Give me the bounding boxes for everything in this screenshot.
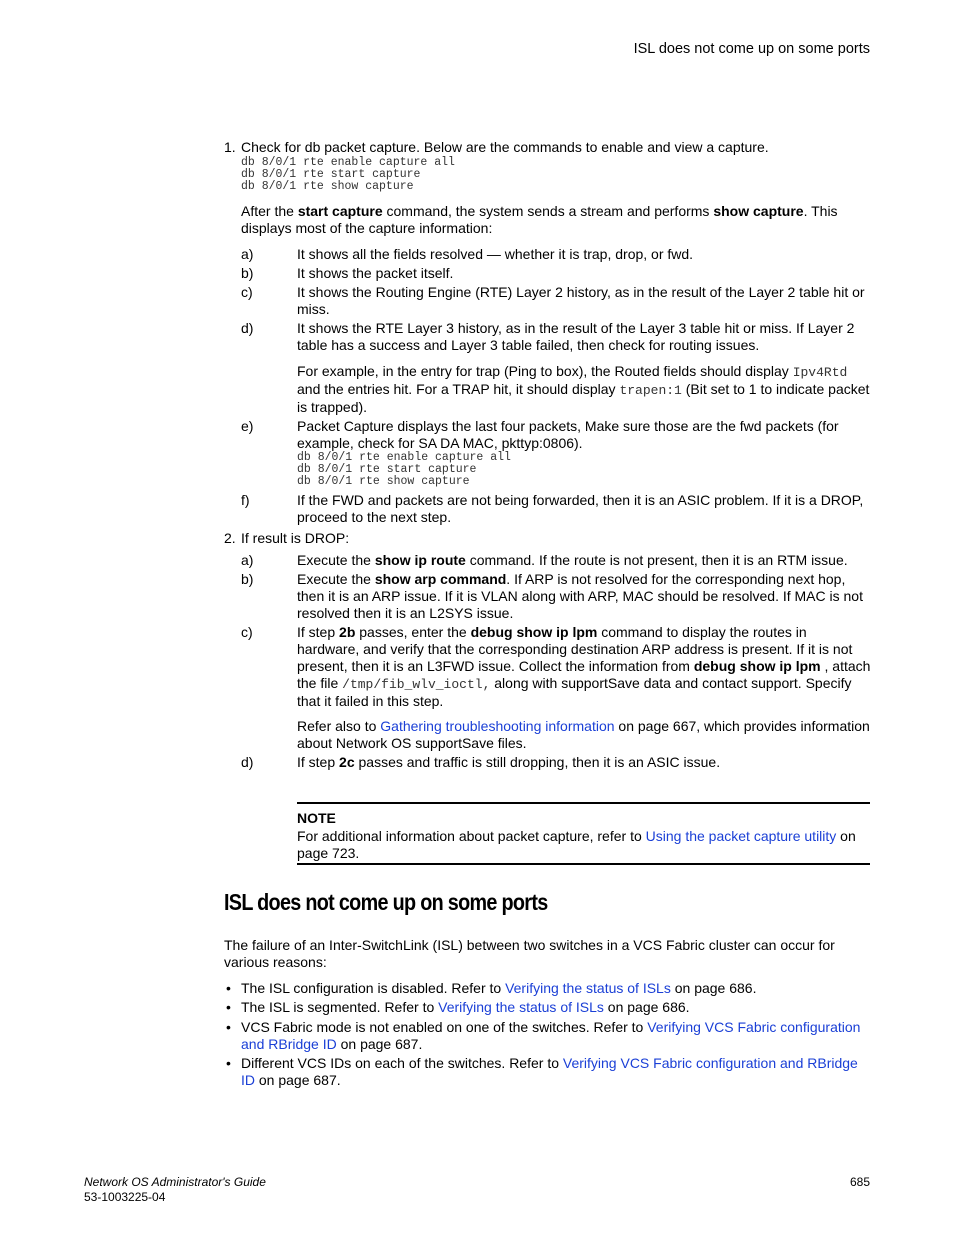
item-label: a) (241, 246, 254, 262)
section-heading: ISL does not come up on some ports (224, 889, 548, 915)
bullet-glyph: • (226, 980, 231, 996)
step-1-code-block (241, 157, 455, 193)
code-line: db 8/0/1 rte start capture (241, 168, 421, 181)
code-line: db 8/0/1 rte enable capture all (241, 156, 455, 169)
item-text: It shows the packet itself. (297, 265, 454, 281)
step-1-text: Check for db packet capture. Below are the commands to enable and view a capture. (241, 139, 769, 155)
footer-page-number: 685 (849, 1175, 870, 1189)
code-line: db 8/0/1 rte start capture (297, 463, 477, 476)
item-label: e) (241, 418, 254, 434)
item-label: c) (241, 284, 253, 300)
item-text: If the FWD and packets are not being forwarded, then it is an ASIC problem. If it is a DROP, proceed to the next step. (297, 492, 864, 525)
note-bottom-rule (297, 863, 870, 865)
code-line: db 8/0/1 rte show capture (241, 180, 414, 193)
running-header: ISL does not come up on some ports (633, 41, 870, 57)
footer-doc-number: 53-1003225-04 (84, 1190, 166, 1204)
isl-status-link[interactable]: Verifying the status of ISLs (438, 999, 604, 1015)
item-label: a) (241, 552, 254, 568)
step-1-number: 1. (224, 139, 236, 155)
vcs-fabric-config-link[interactable]: Verifying VCS Fabric configuration and RBridge ID (241, 1055, 858, 1088)
code-line: db 8/0/1 rte enable capture all (297, 451, 511, 464)
item-label: d) (241, 320, 254, 336)
bullet-item: Different VCS IDs on each of the switches. Refer to Verifying VCS Fabric configuration and RBridge ID on page 687. (241, 1055, 858, 1088)
gathering-troubleshooting-link[interactable]: Gathering troubleshooting information (380, 718, 615, 734)
note-top-rule (297, 802, 870, 804)
step-2-number: 2. (224, 530, 236, 546)
item-text: Execute the show arp command. If ARP is not resolved for the corresponding next hop, then it is an ARP issue. If it is VLAN along with ARP, MAC should be resolved. If MAC is not resolved then it is an L2SYS issue. (297, 571, 863, 621)
note-text: For additional information about packet capture, refer to Using the packet capture utility on page 723. (297, 828, 856, 861)
code-line: db 8/0/1 rte show capture (297, 475, 470, 488)
refer-paragraph: Refer also to Gathering troubleshooting information on page 667, which provides information about Network OS supportSave files. (297, 718, 870, 751)
section-intro: The failure of an Inter-SwitchLink (ISL) between two switches in a VCS Fabric cluster can occur for various reasons: (224, 937, 835, 970)
item-e-code-block (297, 452, 511, 488)
item-label: c) (241, 624, 253, 640)
item-text: If step 2c passes and traffic is still dropping, then it is an ASIC issue. (297, 754, 721, 770)
item-text: It shows the Routing Engine (RTE) Layer 2 history, as in the result of the Layer 2 table hit or miss. (297, 284, 865, 317)
item-label: d) (241, 754, 254, 770)
isl-status-link[interactable]: Verifying the status of ISLs (505, 980, 671, 996)
item-text: Packet Capture displays the last four packets, Make sure those are the fwd packets (for example, check for SA DA MAC, pkttyp:0806). (297, 418, 839, 451)
item-text: It shows all the fields resolved — whether it is trap, drop, or fwd. (297, 246, 694, 262)
item-label: b) (241, 571, 254, 587)
note-title: NOTE (297, 810, 336, 826)
item-label: b) (241, 265, 254, 281)
item-text: It shows the RTE Layer 3 history, as in the result of the Layer 3 table hit or miss. If Layer 2 table has a success and Layer 3 table failed, then check for routing issues. (297, 320, 855, 353)
bullet-item: The ISL is segmented. Refer to Verifying the status of ISLs on page 686. (241, 999, 690, 1015)
packet-capture-utility-link[interactable]: Using the packet capture utility (645, 828, 837, 844)
item-text: If step 2b passes, enter the debug show ip lpm command to display the routes in hardware, and verify that the corresponding destination ARP address is present. If it is not present, then it is an L3FWD issue. Collect the information from debug show ip lpm , attach the file /tmp/fib_wlv_ioctl, along with supportSave data and contact support. Specify that it failed in this step. (297, 624, 871, 709)
step-2-text: If result is DROP: (241, 530, 350, 546)
after-capture-paragraph: After the start capture command, the system sends a stream and performs show capture. This displays most of the capture information: (241, 203, 838, 236)
item-label: f) (241, 492, 250, 508)
bullet-glyph: • (226, 1055, 231, 1071)
bullet-item: The ISL configuration is disabled. Refer to Verifying the status of ISLs on page 686. (241, 980, 757, 996)
footer-guide-title: Network OS Administrator's Guide (84, 1175, 266, 1189)
bullet-glyph: • (226, 999, 231, 1015)
bullet-glyph: • (226, 1019, 231, 1035)
item-text: Execute the show ip route command. If the route is not present, then it is an RTM issue. (297, 552, 848, 568)
vcs-fabric-config-link[interactable]: Verifying VCS Fabric configuration and RBridge ID (241, 1019, 861, 1052)
trap-example-paragraph: For example, in the entry for trap (Ping to box), the Routed fields should display Ipv4Rtd and the entries hit. For a TRAP hit, it should display trapen:1 (Bit set to 1 to indicate packet is trapped). (297, 363, 870, 415)
bullet-item: VCS Fabric mode is not enabled on one of the switches. Refer to Verifying VCS Fabric configuration and RBridge ID on page 687. (241, 1019, 861, 1052)
